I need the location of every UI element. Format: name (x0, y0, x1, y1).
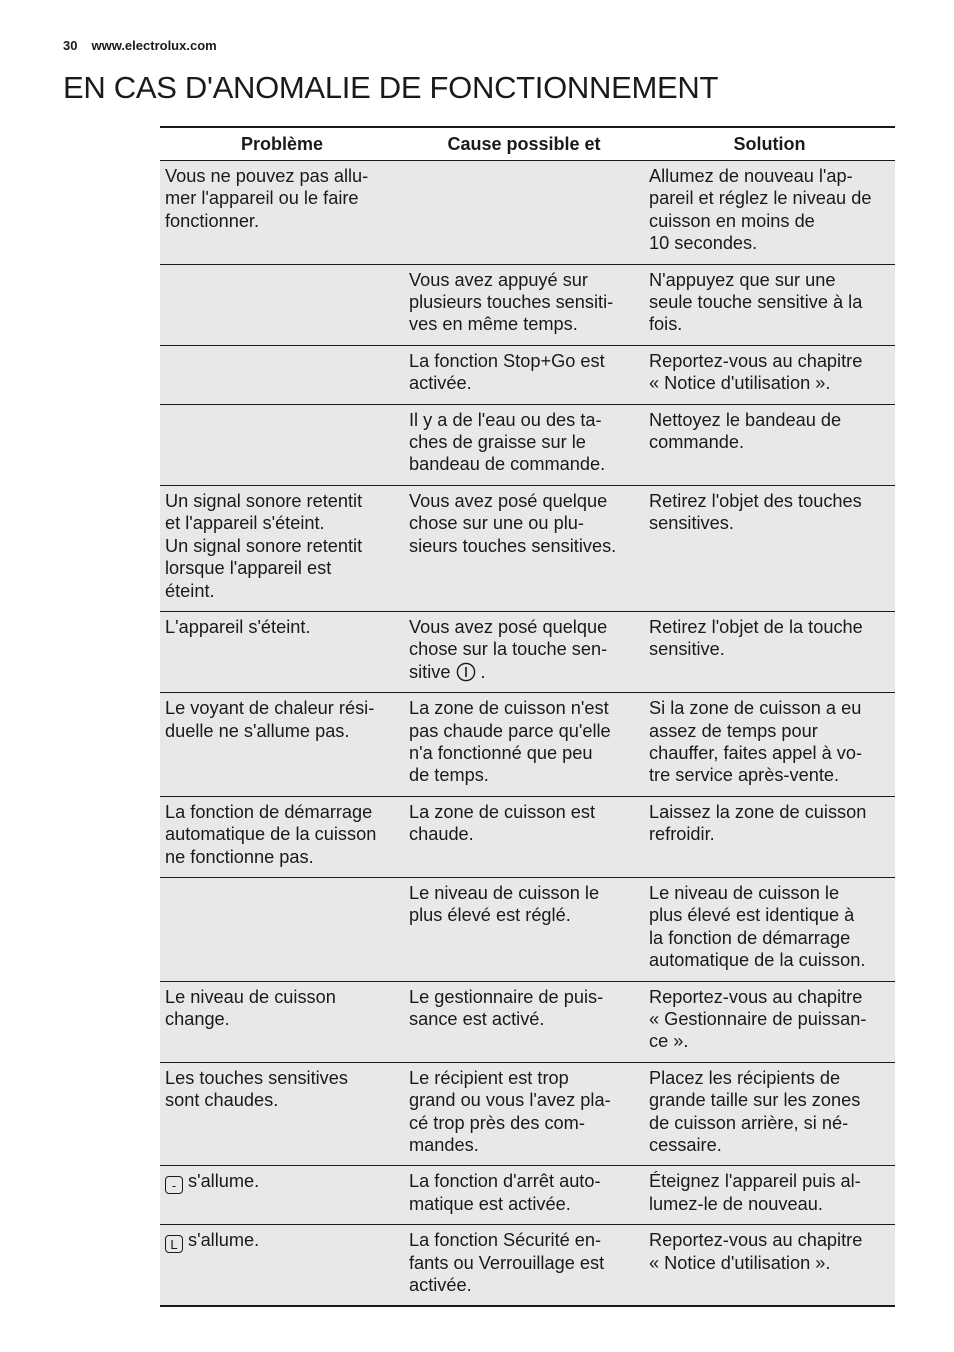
problem-cell (160, 1225, 404, 1307)
problem-cell: Vous ne pouvez pas allu- mer l'appareil ou le faire fonctionner. (160, 161, 404, 265)
solution-cell: Placez les récipients de grande taille sur les zones de cuisson arrière, si né- cessaire. (644, 1062, 895, 1166)
solution-cell: Éteignez l'appareil puis al- lumez-le de nouveau. (644, 1166, 895, 1225)
cause-cell: Le gestionnaire de puis- sance est activé. (404, 981, 644, 1062)
table-row (160, 1062, 895, 1166)
cause-cell: La fonction Sécurité en- fants ou Verrouillage est activée. (404, 1225, 644, 1307)
cause-cell: La zone de cuisson est chaude. (404, 796, 644, 877)
table-row (160, 485, 895, 611)
problem-cell: Un signal sonore retentit et l'appareil s'éteint. Un signal sonore retentit lorsque l'appareil est éteint. (160, 485, 404, 611)
solution-cell: Allumez de nouveau l'ap- pareil et réglez le niveau de cuisson en moins de 10 secondes. (644, 161, 895, 265)
cause-cell: Le niveau de cuisson le plus élevé est réglé. (404, 877, 644, 981)
solution-cell: Le niveau de cuisson le plus élevé est identique à la fonction de démarrage automatique de la cuisson. (644, 877, 895, 981)
cause-cell: Le récipient est trop grand ou vous l'avez pla- cé trop près des com- mandes. (404, 1062, 644, 1166)
table-row (160, 161, 895, 265)
solution-cell: Reportez-vous au chapitre « Gestionnaire de puissan- ce ». (644, 981, 895, 1062)
table-row (160, 345, 895, 404)
problem-cell (160, 404, 404, 485)
dash-display-icon: - (165, 1176, 183, 1194)
problem-cell: Le niveau de cuisson change. (160, 981, 404, 1062)
cause-cell: La fonction Stop+Go est activée. (404, 345, 644, 404)
problem-cell: Le voyant de chaleur rési- duelle ne s'allume pas. (160, 693, 404, 797)
table-row (160, 1166, 895, 1225)
problem-cell (160, 264, 404, 345)
cause-cell: La fonction d'arrêt auto- matique est activée. (404, 1166, 644, 1225)
problem-text: s'allume. (188, 1171, 260, 1192)
cause-cell: La zone de cuisson n'est pas chaude parce qu'elle n'a fonctionné que peu de temps. (404, 693, 644, 797)
table-row (160, 981, 895, 1062)
solution-cell: Laissez la zone de cuisson refroidir. (644, 796, 895, 877)
solution-cell: Si la zone de cuisson a eu assez de temps pour chauffer, faites appel à vo- tre service après-vente. (644, 693, 895, 797)
cause-cell (404, 611, 644, 692)
solution-cell: Retirez l'objet des touches sensitives. (644, 485, 895, 611)
table-row (160, 693, 895, 797)
solution-cell: N'appuyez que sur une seule touche sensitive à la fois. (644, 264, 895, 345)
problem-cell (160, 877, 404, 981)
table-row (160, 264, 895, 345)
page-number: 30 (63, 38, 78, 53)
problem-cell: Les touches sensitives sont chaudes. (160, 1062, 404, 1166)
problem-text: s'allume. (188, 1230, 260, 1251)
solution-cell: Reportez-vous au chapitre « Notice d'utilisation ». (644, 1225, 895, 1307)
cause-text-end: . (475, 661, 486, 682)
problem-cell: La fonction de démarrage automatique de la cuisson ne fonctionne pas. (160, 796, 404, 877)
cause-cell: Il y a de l'eau ou des ta- ches de graisse sur le bandeau de commande. (404, 404, 644, 485)
website-url: www.electrolux.com (91, 38, 217, 53)
table-row (160, 611, 895, 692)
table-row (160, 796, 895, 877)
solution-cell: Retirez l'objet de la touche sensitive. (644, 611, 895, 692)
page-title: EN CAS D'ANOMALIE DE FONCTIONNEMENT (63, 70, 719, 105)
column-header-cause: Cause possible et (404, 127, 644, 161)
solution-cell: Nettoyez le bandeau de commande. (644, 404, 895, 485)
cause-cell: Vous avez appuyé sur plusieurs touches sensiti- ves en même temps. (404, 264, 644, 345)
column-header-problem: Problème (160, 127, 404, 161)
cause-cell (404, 161, 644, 265)
table-header-row (160, 127, 895, 161)
power-icon (456, 662, 476, 682)
problem-cell (160, 345, 404, 404)
lock-display-icon: L (165, 1235, 183, 1253)
troubleshooting-table (160, 126, 895, 1307)
table-row (160, 877, 895, 981)
problem-cell (160, 1166, 404, 1225)
cause-cell: Vous avez posé quelque chose sur une ou plu- sieurs touches sensitives. (404, 485, 644, 611)
solution-cell: Reportez-vous au chapitre « Notice d'utilisation ». (644, 345, 895, 404)
page-header (63, 38, 217, 53)
table-row (160, 1225, 895, 1307)
cause-text: Vous avez posé quelque chose sur la touche sen- sitive (409, 616, 608, 682)
problem-cell: L'appareil s'éteint. (160, 611, 404, 692)
table-row (160, 404, 895, 485)
column-header-solution: Solution (644, 127, 895, 161)
